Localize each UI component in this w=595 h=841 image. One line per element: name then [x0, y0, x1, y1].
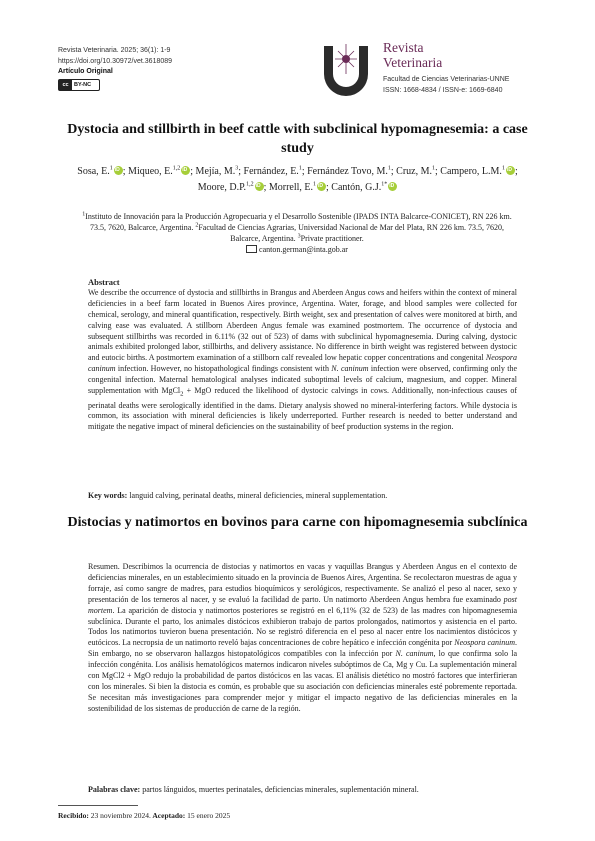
orcid-icon[interactable]: [317, 182, 326, 191]
abstract: Abstract We describe the occurrence of dystocia and stillbirths in Brangus and Aberdeen Angus cows and heifers within the context of mineral deficiencies in a beef farm located in Buenos Aires province, Argentina. Water, forage, and blood samples were collected for chemical, serology, and mineral quantification, respectively. Birth weight, sex and presentation of calves were monitored at birth, and calving ease was evaluated. A stillborn Aberdeen Angus female was examined postmortem. The occurrence of dystocia and subsequent stillbirths was recorded in 6.11% (32 out of 523) of dams with subclinical hypomagnesemia. During calving, dystocic animals exhibited prolonged labor, stillbirths, and delivery assistance. No difference in birth weight was registered between dystocic and eutocic births. A postmortem examination of a stillborn calf revealed low hepatic copper concentrations and congenital Neospora caninum infection. However, no histopathological findings consistent with N. caninum infection were observed, confirming only the congenital infection. Maternal hematological analyses indicated suboptimal levels of calcium, magnesium, and copper. Mineral supplementation with MgCl$_2$ + MgO reduced the likelihood of dystocic calvings in cows. Additionally, non-infectious causes of perinatal deaths were serologically identified in the dams. Dietary analysis showed no mineral-interfering factors. While dystocia is common, its association with mineral deficiencies is likely underreported. Further research is needed to better understand and mitigate the negative impact of mineral deficiencies on the sustainability of beef production systems in the region.: [88, 277, 517, 432]
affiliation-2: Facultad de Ciencias Agrarias, Universidad Nacional de Mar del Plata, RN 226 km. 73.5, 7620, Balcarce, Argentina.: [198, 223, 505, 243]
palabras-clave: [88, 785, 517, 794]
author: Fernández, E.: [243, 166, 299, 177]
title-english: Dystocia and stillbirth in beef cattle with subclinical hypomagnesemia: a case study: [67, 122, 528, 156]
author: Cruz, M.: [396, 166, 432, 177]
author-list: Sosa, E.$^1$iD ; Miqueo, E.$^{1,2}$iD ; Mejía, M.$^3$; Fernández, E.$^1$; Fernández Tovo, M.$^1$; Cruz, M.$^1$; Campero, L.M.$^1$iD ; Moore, D.P.$^{1,2}$iD ; Morrell, E.$^1$iD ; Cantón, G.J.$^{1*}$iD: [70, 164, 525, 195]
faculty: Facultad de Ciencias Veterinarias-UNNE: [383, 76, 510, 83]
abstract-heading: Abstract: [88, 277, 120, 287]
license-label: BY-NC: [74, 81, 92, 88]
orcid-icon[interactable]: [506, 166, 515, 175]
journal-name-line2: Veterinaria: [383, 55, 443, 70]
author: Campero, L.M.: [440, 166, 502, 177]
envelope-icon: [246, 245, 257, 253]
author: Morrell, E.: [268, 181, 313, 193]
journal-logo: [318, 40, 374, 102]
resumen: Resumen. Describimos la ocurrencia de distocias y natimortos en vacas y vaquillas Brangus y Aberdeen Angus en el contexto de deficiencias minerales, en un establecimiento situado en la provincia de Buenos Aires, Argentina. Se recolectaron muestras de agua y forraje, así como sangre de madres, para estudios bioquímicos y serológicos, respectivamente. Se analizó el peso al nacer, sexo y presentación de los terneros al nacer, y se evaluó la facilidad de parto. Un natimorto Aberdeen Angus hembra fue examinado post mortem. La aparición de distocia y natimortos posteriores se registró en el 6,11% (32 de 523) de las madres con hipomagnesemia subclínica. Durante el parto, los animales distócicos exhibieron trabajo de partos prolongados, natimortos y asistencia en el parto. Todos los natimortos tuvieron buena presentación. No se registró diferencia en el peso al nacer entre los nacimientos distócicos y eutócicos. La necropsia de un natimorto reveló bajas concentraciones de cobre hepático e infección congénita por Neospora caninum. Sin embargo, no se observaron hallazgos histopatológicos compatibles con la infección por N. caninum, lo que confirma solo la infección congénita. Los análisis hematológicos maternos indicaron niveles subóptimos de Ca, Mg y Cu. La suplementación mineral con MgCl2 + MgO redujo la probabilidad de partos distócicos en las vacas. El análisis dietético no mostró factores que interfirieran con los minerales. Si bien la distocia es común, es probable que su asociación con deficiencias minerales esté pobremente reportada. Se necesitan más investigaciones para comprender mejor y mitigar el impacto negativo de las deficiencias minerales en la sostenibilidad de los sistemas de producción de carne de la región.: [88, 562, 518, 713]
palabras-clave-label: Palabras clave:: [88, 785, 141, 794]
title-spanish: Distocias y natimortos en bovinos para carne con hipomagnesemia subclínica: [67, 515, 528, 530]
palabras-clave-text: partos lánguidos, muertes perinatales, deficiencias minerales, suplementación mineral.: [140, 785, 419, 794]
orcid-icon[interactable]: [181, 166, 190, 175]
cc-icon: cc: [59, 80, 72, 90]
author: Mejía, M.: [195, 166, 236, 177]
corresponding-email[interactable]: canton.german@inta.gob.ar: [82, 244, 512, 255]
keywords: [88, 491, 517, 500]
orcid-icon[interactable]: [255, 182, 264, 191]
author: Fernández Tovo, M.: [307, 166, 388, 177]
received-accepted: Recibido: 23 noviembre 2024. Aceptado: 15 enero 2025: [58, 811, 231, 820]
author: Moore, D.P.: [197, 181, 247, 193]
citation: Revista Veterinaria. 2025; 36(1): 1-9: [58, 47, 171, 54]
author: Cantón, G.J.: [331, 181, 382, 193]
doi-link[interactable]: https://doi.org/10.30972/vet.3618089: [58, 57, 173, 65]
header-journal-block: [383, 40, 509, 96]
affiliation-3: Private practitioner.: [300, 234, 364, 243]
affiliation-1: Instituto de Innovación para la Producción Agropecuaria y el Desarrollo Sostenible (IPADS INTA Balcarce-CONICET), RN 226 km. 73.5, 7620, Balcarce, Argentina.: [85, 212, 512, 232]
footer-divider: [58, 805, 138, 806]
keywords-label: Key words:: [88, 491, 128, 500]
article-type: Artículo Original: [58, 68, 113, 75]
license-badge[interactable]: [58, 79, 100, 91]
journal-name-line1: Revista: [383, 40, 424, 55]
header-citation-block: [58, 46, 172, 95]
affiliations: $^1$Instituto de Innovación para la Producción Agropecuaria y el Desarrollo Sostenible (IPADS INTA Balcarce-CONICET), RN 226 km. 73.5, 7620, Balcarce, Argentina. $^2$Facultad de Ciencias Agrarias, Universidad Nacional de Mar del Plata, RN 226 km. 73.5, 7620, Balcarce, Argentina. $^3$Private practitioner. canton.german@inta.gob.ar: [82, 211, 512, 254]
author: Sosa, E.: [77, 166, 110, 177]
orcid-icon[interactable]: [114, 166, 123, 175]
keywords-text: languid calving, perinatal deaths, mineral deficiencies, mineral supplementation.: [127, 491, 388, 500]
author: Miqueo, E.: [128, 166, 173, 177]
issn: ISSN: 1668-4834 / ISSN-e: 1669-6840: [383, 86, 503, 94]
orcid-icon[interactable]: [388, 182, 397, 191]
